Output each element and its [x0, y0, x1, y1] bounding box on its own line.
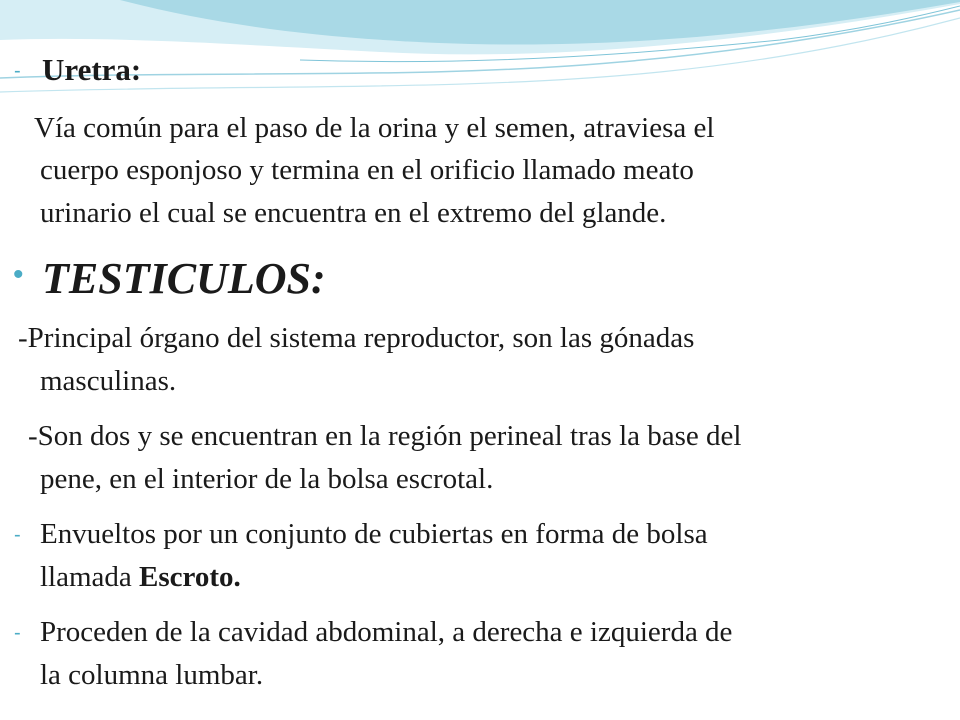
testiculos-p3-line-1: Envueltos por un conjunto de cubiertas en forma de bolsa — [40, 518, 708, 550]
testiculos-p4-line-1: Proceden de la cavidad abdominal, a derecha e izquierda de — [40, 616, 733, 648]
testiculos-p2-line-2: pene, en el interior de la bolsa escrotal. — [40, 463, 494, 495]
dot-bullet: • — [13, 258, 24, 291]
testiculos-p1-line-1: -Principal órgano del sistema reproductor, son las gónadas — [18, 322, 695, 354]
escroto-term: Escroto. — [139, 561, 241, 593]
testiculos-p2-line-1: -Son dos y se encuentran en la región perineal tras la base del — [28, 420, 742, 452]
testiculos-p4-line-2: la columna lumbar. — [40, 659, 264, 691]
uretra-line-1: Vía común para el paso de la orina y el semen, atraviesa el — [34, 112, 715, 144]
testiculos-p1-line-2: masculinas. — [40, 365, 177, 397]
dash-bullet: - — [14, 524, 21, 546]
uretra-heading: Uretra: — [42, 52, 142, 87]
testiculos-p3-line-2 — [40, 559, 241, 595]
escroto-prefix: llamada — [40, 561, 140, 593]
uretra-line-3: urinario el cual se encuentra en el extremo del glande. — [40, 197, 667, 229]
testiculos-heading: TESTICULOS: — [42, 254, 326, 303]
dash-bullet: - — [14, 60, 21, 82]
uretra-line-2: cuerpo esponjoso y termina en el orificio llamado meato — [40, 154, 694, 186]
dash-bullet: - — [14, 622, 21, 644]
